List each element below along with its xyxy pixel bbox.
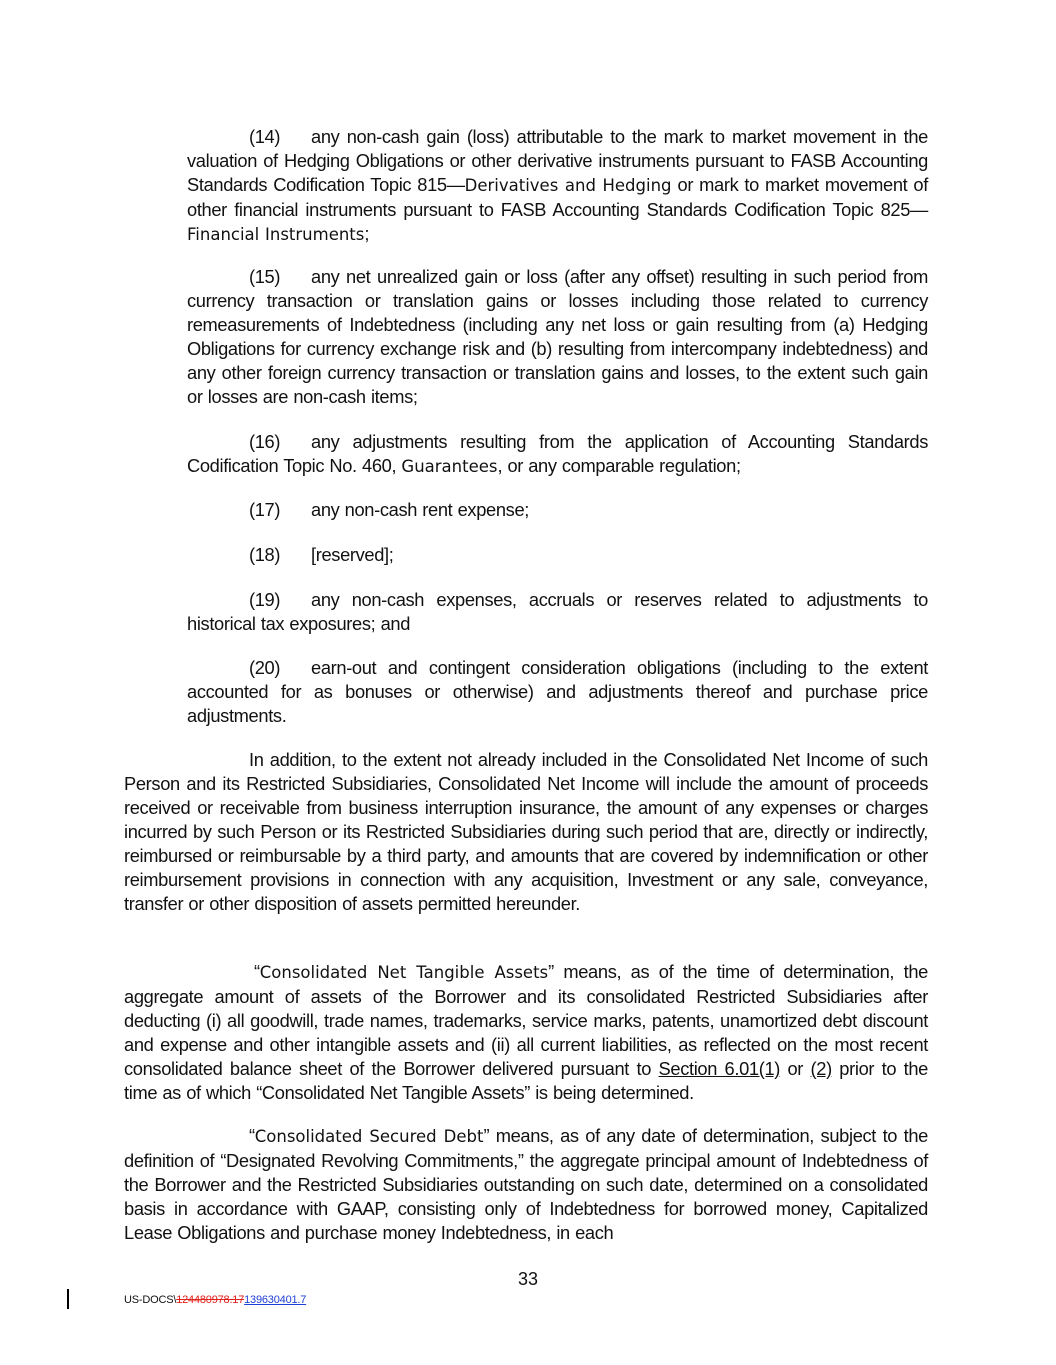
change-bar: [67, 1289, 69, 1309]
section-link[interactable]: Section 6.01(1): [658, 1058, 781, 1079]
addition-paragraph: In addition, to the extent not already included in the Consolidated Net Income of such Person and its Restricted Subsidiaries, Consolidated Net Income will include the amount of proceeds received or receivable from business interruption insurance, the amount of any expenses or charges incurred by such Person or its Restricted Subsidiaries during such period that are, directly or indirectly, reimbursed or reimbursable by a third party, and amounts that are covered by indemnification or other reimbursement provisions in connection with any acquisition, Investment or any sale, conveyance, transfer or other disposition of assets permitted hereunder.: [124, 749, 928, 914]
item-text: any non-cash rent expense;: [311, 499, 530, 520]
inserted-doc-number: 139630401.7: [244, 1294, 307, 1306]
definition-text: ” means, as of the time of determination, the aggregate amount of assets of the Borrower and its consolidated Restricted Subsidiaries after deducting (i) all goodwill, trade names, trademarks, service marks, patents, unamortized debt discount and expense and other intangible assets and (ii) all current liabilities, as reflected on the most recent consolidated balance sheet of the Borrower delivered pursuant to: [124, 961, 928, 1079]
item-text: ;: [364, 223, 370, 244]
defined-term: Consolidated Net Tangible Assets: [259, 963, 549, 982]
item-text: [reserved];: [311, 544, 394, 565]
footer-prefix: US-DOCS\: [124, 1294, 177, 1306]
item-number: (18): [249, 544, 281, 565]
definition-consolidated-net-tangible-assets: [124, 960, 928, 1105]
document-id-footer: [124, 1294, 306, 1306]
item-text: or mark to market movement of other financial instruments pursuant to FASB Accounting Standards Codification Topic 825—: [187, 174, 928, 220]
item-text: any non-cash gain (loss) attributable to the mark to market movement in the valuation of Hedging Obligations or other derivative instruments pursuant to FASB Accounting Standards Codification Topic 815—: [187, 126, 928, 195]
defined-term: Guarantees: [401, 457, 498, 476]
item-number: (15): [249, 266, 281, 287]
open-quote: “: [249, 1125, 255, 1146]
item-20: [187, 656, 928, 728]
item-17: [187, 498, 928, 522]
page-number: 33: [517, 1269, 539, 1289]
item-text: any adjustments resulting from the application of Accounting Standards Codification Topic No. 460,: [187, 431, 928, 476]
definition-text: or: [780, 1058, 811, 1079]
item-15: [187, 265, 928, 409]
section-link[interactable]: (2): [810, 1058, 832, 1079]
defined-term: Consolidated Secured Debt: [254, 1127, 484, 1146]
defined-term: Financial Instruments: [187, 225, 365, 244]
item-text: , or any comparable regulation;: [497, 455, 741, 476]
item-14: [187, 125, 928, 247]
item-number: (16): [249, 431, 281, 452]
item-number: (17): [249, 499, 281, 520]
deleted-doc-number: 124480978.17: [176, 1294, 245, 1306]
definition-text: prior to the time as of which “Consolidated Net Tangible Assets” is being determined.: [124, 1058, 928, 1103]
item-19: [187, 588, 928, 636]
item-text: any net unrealized gain or loss (after any offset) resulting in such period from currency transaction or translation gains or losses including those related to currency remeasurements of Indebtedness (including any net loss or gain resulting from (a) Hedging Obligations for currency exchange risk and (b) resulting from intercompany indebtedness) and any other foreign currency transaction or translation gains and losses, to the extent such gain or losses are non-cash items;: [187, 266, 928, 407]
definition-consolidated-secured-debt: [124, 1124, 928, 1245]
item-number: (20): [249, 657, 281, 678]
item-text: any non-cash expenses, accruals or reserves related to adjustments to historical tax exposures; and: [187, 589, 928, 634]
open-quote: “: [254, 961, 260, 982]
item-text: earn-out and contingent consideration obligations (including to the extent accounted for as bonuses or otherwise) and adjustments thereof and purchase price adjustments.: [187, 657, 928, 726]
definition-text: ” means, as of any date of determination, subject to the definition of “Designated Revolving Commitments,” the aggregate principal amount of Indebtedness of the Borrower and the Restricted Subsidiaries outstanding on such date, determined on a consolidated basis in accordance with GAAP, consisting only of Indebtedness for borrowed money, Capitalized Lease Obligations and purchase money Indebtedness, in each: [124, 1125, 929, 1243]
item-number: (19): [249, 589, 281, 610]
item-18: [187, 543, 928, 567]
item-number: (14): [249, 126, 281, 147]
defined-term: Derivatives and Hedging: [464, 176, 672, 195]
item-16: [187, 430, 928, 479]
